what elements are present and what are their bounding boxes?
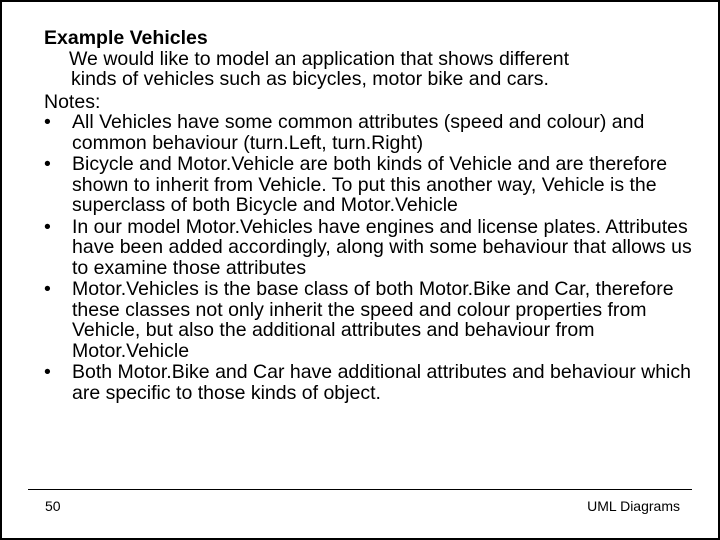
bullet-text: Both Motor.Bike and Car have additional attributes and behaviour which are specific to those kinds of object.	[72, 361, 691, 404]
page-number: 50	[45, 498, 61, 514]
bullet-icon: •	[44, 361, 51, 383]
intro-line-2: kinds of vehicles such as bicycles, motor bike and cars.	[71, 68, 549, 90]
intro-line-1: We would like to model an application that shows different	[69, 47, 570, 70]
slide-content	[44, 28, 694, 404]
footer-divider	[28, 489, 692, 490]
bullet-icon: •	[44, 215, 51, 238]
list-item	[44, 362, 694, 403]
list-item	[44, 154, 694, 216]
notes-list	[44, 112, 694, 403]
bullet-text: Bicycle and Motor.Vehicle are both kinds of Vehicle and are therefore shown to inherit from Vehicle. To put this another way, Vehicle is the superclass of both Bicycle and Motor.Vehicle	[72, 153, 668, 216]
bullet-text: All Vehicles have some common attributes (speed and colour) and common behaviour (turn.Left, turn.Right)	[72, 111, 645, 154]
bullet-text: In our model Motor.Vehicles have engines and license plates. Attributes have been added accordingly, along with some behaviour that allows us to examine those attributes	[72, 215, 692, 279]
notes-label: Notes:	[44, 90, 101, 113]
intro-paragraph	[44, 49, 694, 90]
bullet-icon: •	[44, 111, 51, 133]
footer-title: UML Diagrams	[587, 498, 680, 514]
slide-title: Example Vehicles	[44, 27, 208, 49]
bullet-icon: •	[44, 153, 51, 175]
bullet-icon: •	[44, 278, 51, 300]
list-item	[44, 279, 694, 361]
list-item	[44, 112, 694, 153]
bullet-text: Motor.Vehicles is the base class of both Motor.Bike and Car, therefore these classes not only inherit the speed and colour properties from Vehicle, but also the additional attributes and behaviour from Motor.Vehicle	[72, 278, 674, 362]
list-item	[44, 217, 694, 279]
